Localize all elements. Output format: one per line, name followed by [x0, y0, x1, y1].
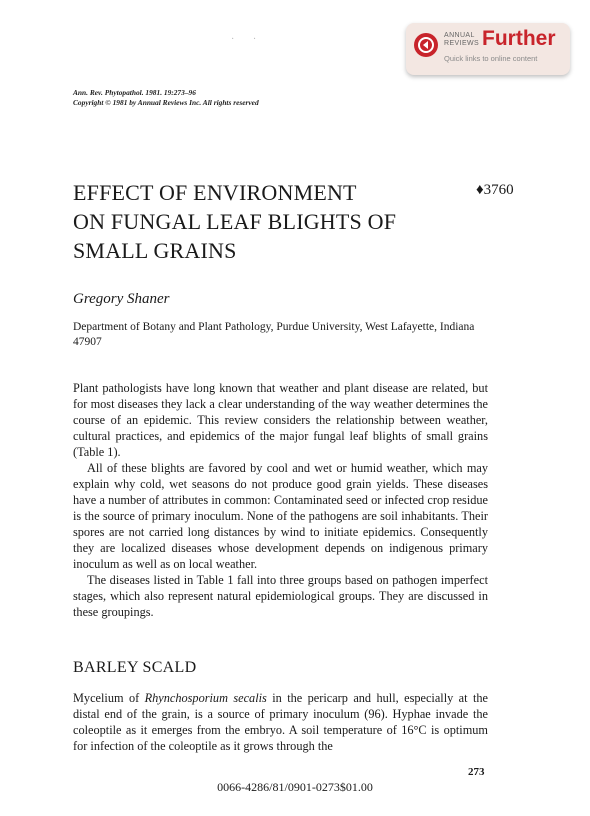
section-text-start: Mycelium of: [73, 691, 145, 705]
section-paragraph: [73, 690, 488, 754]
section-body: [73, 690, 488, 754]
scan-artifact: · ·: [231, 34, 265, 45]
further-badge[interactable]: [406, 23, 570, 75]
badge-tagline[interactable]: Quick links to online content: [444, 54, 538, 63]
footer-code: 0066-4286/81/0901-0273$01.00: [217, 780, 373, 794]
badge-reviews-label: REVIEWS: [444, 40, 480, 47]
title-line-2: ON FUNGAL LEAF BLIGHTS OF: [73, 209, 397, 234]
article-marker: ♦3760: [476, 182, 514, 198]
title-line-3: SMALL GRAINS: [73, 238, 237, 263]
section-text-rest: in the pericarp and hull, especially at the distal end of the grain, is a source of primary inoculum (96). Hyphae invade the coleoptile as it emerges from the embryo. A soil temperature of 16°C is optimum for infection of the coleoptile as it grows through the: [73, 691, 488, 753]
intro-paragraph-1: Plant pathologists have long known that weather and plant disease are related, but for most diseases they lack a clear understanding of the way weather determines the course of an epidemic. This review considers the relationship between weather, cultural practices, and epidemics of the major fungal leaf blights of small grains (Table 1).: [73, 381, 488, 459]
species-name: Rhynchosporium secalis: [144, 691, 267, 705]
intro-paragraph-2: All of these blights are favored by cool and wet or humid weather, which may explain why cold, wet seasons do not produce good grain yields. These diseases have a number of attributes in common: Contaminated seed or infected crop residue is the source of primary inoculum. None of the pathogens are soil inhabitants. Their spores are not carried long distances by wind to initiate epidemics. Consequently they are localized diseases whose development depends on indigenous primary inoculum as well as on local weather.: [73, 461, 488, 571]
journal-citation: Ann. Rev. Phytopathol. 1981. 19:273–96: [73, 88, 196, 97]
page-number: 273: [468, 766, 485, 778]
introduction: [73, 380, 488, 620]
badge-further-label[interactable]: Further: [482, 27, 556, 50]
badge-annual-label: ANNUAL: [444, 32, 475, 39]
intro-paragraph-3: The diseases listed in Table 1 fall into three groups based on pathogen imperfect stages, which also represent natural epidemiological groups. They are discussed in these groupings.: [73, 573, 488, 619]
title-line-1: EFFECT OF ENVIRONMENT: [73, 180, 357, 205]
section-heading: BARLEY SCALD: [73, 659, 197, 676]
annual-reviews-logo-icon: [414, 33, 438, 57]
copyright-notice: Copyright © 1981 by Annual Reviews Inc. All rights reserved: [73, 98, 259, 107]
article-title: [73, 178, 463, 265]
author-affiliation: Department of Botany and Plant Pathology, Purdue University, West Lafayette, Indiana 47907: [73, 321, 475, 348]
author-name: Gregory Shaner: [73, 291, 170, 307]
